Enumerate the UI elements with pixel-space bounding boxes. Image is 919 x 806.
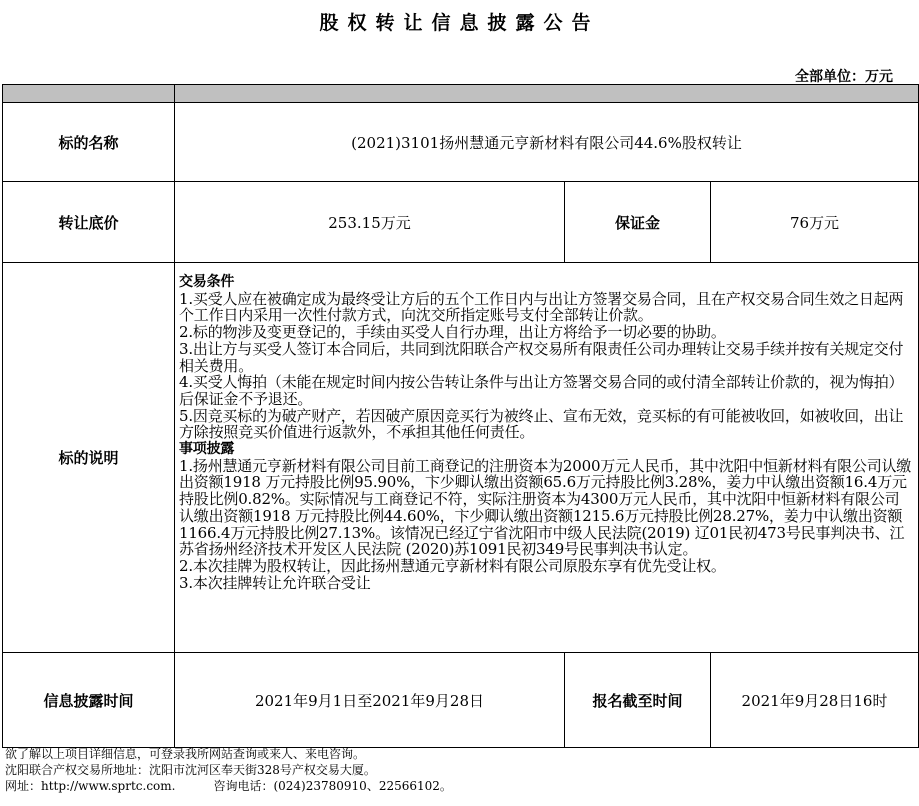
footer-address: 沈阳联合产权交易所地址：沈阳市沈河区奉天街328号产权交易大厦。	[5, 763, 376, 777]
table-row	[3, 653, 919, 748]
trade-item: 2.标的物涉及变更登记的，手续由买受人自行办理，出让方将给予一切必要的协助。	[179, 323, 726, 342]
desc-label: 标的说明	[3, 263, 175, 653]
table-row	[3, 182, 919, 263]
website-link[interactable]: 网址：http://www.sprtc.com.	[5, 779, 176, 793]
price-value: 253.15万元	[175, 182, 565, 263]
time-label: 信息披露时间	[3, 653, 175, 748]
deposit-label: 保证金	[565, 182, 711, 263]
trade-item: 4.买受人悔拍（未能在规定时间内按公告转让条件与出让方签署交易合同的或付清全部转让价款的，视为悔拍）后保证金不予退还。	[179, 373, 904, 408]
disclosure-item: 3.本次挂牌转让允许联合受让	[179, 573, 371, 592]
desc-content	[175, 263, 919, 653]
footer-notes	[5, 746, 452, 794]
trade-item: 1.买受人应在被确定成为最终受让方后的五个工作日内与出让方签署交易合同，且在产权交易合同生效之日起两个工作日内采用一次性付款方式，向沈交所指定账号支付全部转让价款。	[179, 289, 904, 325]
name-value: (2021)3101扬州慧通元亨新材料有限公司44.6%股权转让	[175, 103, 919, 182]
trade-item: 5.因竞买标的为破产财产，若因破产原因竞买行为被终止、宣布无效，竞买标的有可能被收回，如被收回，出让方除按照竞买价值进行返款外，不承担其他任何责任。	[179, 406, 904, 442]
disclosure-item: 2.本次挂牌为股权转让，因此扬州慧通元亨新材料有限公司原股东享有优先受让权。	[179, 556, 726, 575]
table-row	[3, 103, 919, 182]
unit-note: 全部单位：万元	[795, 69, 893, 85]
price-label: 转让底价	[3, 182, 175, 263]
header-cell	[3, 85, 175, 103]
trade-heading: 交易条件	[179, 274, 235, 290]
disclosure-item: 1.扬州慧通元亨新材料有限公司目前工商登记的注册资本为2000万元人民币，其中沈阳中恒新材料有限公司认缴出资额1918 万元持股比例95.90%，卞少卿认缴出资额65.6万元持股比例3.28%，姜力中认缴出资额16.4万元持股比例0.82%。实际情况与工商登记不符，实际注册资本为4300万元人民币，其中沈阳中恒新材料有限公司认缴出资额1918 万元持股比例44.60%，卞少卿认缴出资额1215.6万元持股比例28.27%，姜力中认缴出资额1166.4万元持股比例27.13%。该情况已经辽宁省沈阳市中级人民法院(2019) 辽01民初473号民事判决书、江苏省扬州经济技术开发区人民法院 (2020)苏1091民初349号民事判决书认定。	[179, 456, 912, 559]
header-cell	[175, 85, 919, 103]
time-value: 2021年9月1日至2021年9月28日	[175, 653, 565, 748]
trade-item: 3.出让方与买受人签订本合同后，共同到沈阳联合产权交易所有限责任公司办理转让交易手续并按有关规定交付相关费用。	[179, 339, 904, 375]
deadline-value: 2021年9月28日16时	[711, 653, 919, 748]
page-title: 股权转让信息披露公告	[319, 12, 600, 34]
phone-text: 咨询电话：(024)23780910、22566102。	[213, 779, 452, 793]
deposit-value: 76万元	[711, 182, 919, 263]
disclosure-heading: 事项披露	[179, 441, 235, 458]
table-header-bar	[3, 85, 919, 103]
table-row	[3, 263, 919, 653]
announcement-table	[2, 84, 919, 748]
name-label: 标的名称	[3, 103, 175, 182]
footer-contact	[5, 778, 452, 794]
deadline-label: 报名截至时间	[565, 653, 711, 748]
footer-line: 欲了解以上项目详细信息，可登录我所网站查询或来人、来电咨询。	[5, 747, 366, 761]
